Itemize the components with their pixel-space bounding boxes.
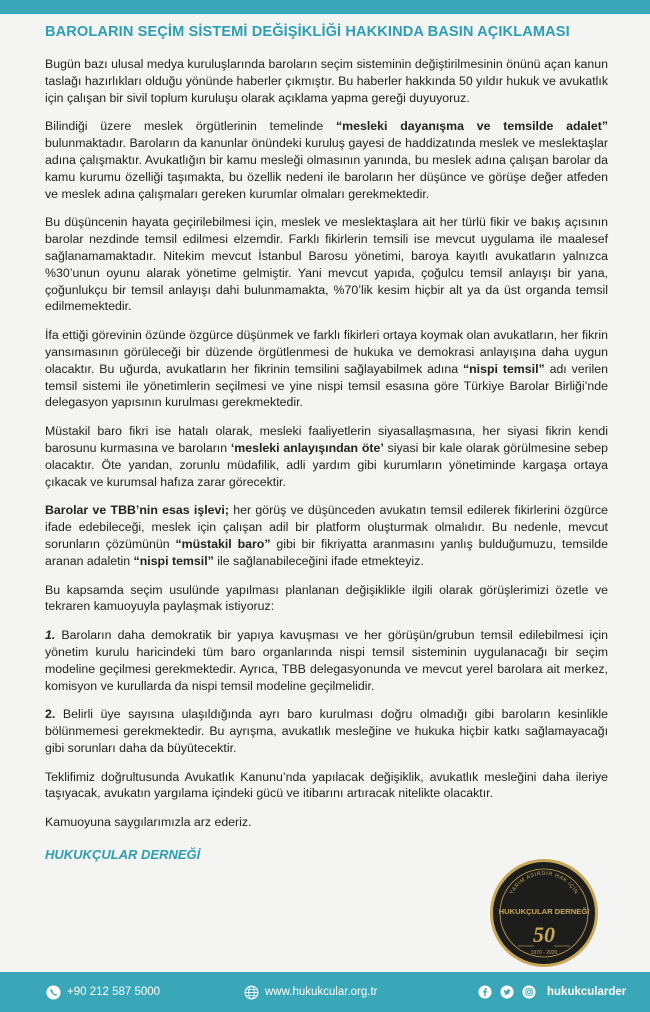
paragraph-text: Bu düşüncenin hayata geçirilebilmesi için, meslek ve meslektaşlara ait her türlü fikir ve bakış açısının barolar nezdinde temsil edilmesi elzemdir. Farklı fikirlerin temsili ise mevcut uygulama ile maalesef sağlanamamaktadır. Nitekim mevcut İstanbul Barosu yönetimi, baroya kayıtlı avukatların yalnızca %30’unun oyunu alarak yönetime gelmiştir. Yani mevcut yapıda, çoğulcu temsil anlayışı bir yana, çoğunlukçu bir temsil anlayışı dahi bulunmamakta, %70’lik kesim hiçbir alt ya da üst organda temsil edilmemektedir. bbox=[45, 215, 608, 314]
paragraph-text: adı verilen temsil sistemi ile yönetimlerin seçilmesi ve yine nispi temsil esasına göre Türkiye Barolar Birliği’nde delegasyon yapısının kurulması gerekmektedir. bbox=[45, 361, 608, 410]
closing-line: Kamuoyuna saygılarımızla arz ederiz. bbox=[45, 815, 252, 830]
paragraph bbox=[45, 423, 608, 490]
footer-website[interactable] bbox=[244, 972, 378, 1012]
paragraph bbox=[45, 502, 608, 569]
paragraph-text: Teklifimiz doğrultusunda Avukatlık Kanunu’nda yapılacak değişiklik, avukatlık mesleğini daha ileriye taşıyacak, avukatın yargılama içindeki gücü ve itibarını artıracak nitelikte olacaktır. bbox=[45, 769, 608, 801]
signature: HUKUKÇULAR DERNEĞİ bbox=[45, 847, 201, 863]
emphasis-text: 2. bbox=[45, 707, 56, 722]
paragraph-text: siyasi bir kale olarak görülmesine sebep olacaktır. Öte yandan, zorunlu müdafilik, adli yardım gibi kurumların yönetiminde kargaşa ortaya çıkacak ve kurumsal hafıza zarar görecektir. bbox=[45, 440, 608, 489]
paragraph bbox=[45, 56, 608, 106]
paragraph bbox=[45, 327, 608, 411]
website-url: www.hukukcular.org.tr bbox=[265, 986, 378, 998]
emphasis-text: “mesleki dayanışma ve temsilde adalet” bbox=[335, 119, 608, 134]
top-accent-bar bbox=[0, 0, 650, 14]
emphasis-text: “nispi temsil” bbox=[133, 553, 214, 568]
paragraph-text: İfa ettiği görevinin özünde özgürce düşünmek ve farklı fikirleri ortaya koymak olan avukatların, her fikrin yansımasının görüleceği bir düzende örgütlenmesi de hukuka ve demokrasi anlayışına daha uygun olacaktır. Bu uğurda, avukatların her fikrinin temsilini sağlayabilmek adına bbox=[45, 328, 608, 376]
footer-social[interactable] bbox=[478, 972, 626, 1012]
emphasis-text: 1. bbox=[45, 628, 56, 643]
phone-number: +90 212 587 5000 bbox=[67, 986, 161, 998]
paragraph bbox=[45, 582, 608, 616]
page-title: BAROLARIN SEÇİM SİSTEMİ DEĞİŞİKLİĞİ HAKKINDA BASIN AÇIKLAMASI bbox=[45, 24, 570, 40]
press-release bbox=[45, 22, 608, 862]
paragraph-text: her görüş ve düşünceden avukatın temsil edilerek fikirlerini özgürce ifade edebileceği, meslek için çalışan adil bir platform oluşturmak olmalıdır. Bu nedenle, mevcut sorunların çözümünün bbox=[45, 503, 608, 551]
social-icon-group bbox=[478, 985, 542, 999]
paragraph bbox=[45, 627, 608, 694]
paragraph-text: Belirli üye sayısına ulaşıldığında ayrı baro kurulması doğru olmadığı gibi baroların kesinlikle bölünmemesi gerekmektedir. Bu ayrışma, avukatlık mesleğine ve hukuka hiçbir katkı sağlamayacağı gibi sorunları daha da büyütecektir. bbox=[45, 707, 608, 755]
association-seal bbox=[489, 858, 599, 968]
paragraph-text: Bilindiği üzere meslek örgütlerinin temelinde bbox=[45, 119, 336, 134]
seal-top-text: YARIM ASIRDIR HAK İÇİN bbox=[509, 870, 579, 896]
paragraph-text: Müstakil baro fikri ise hatalı olarak, mesleki faaliyetlerin siyasallaşmasına, her siyasi fikrin kendi barosunu kurmasına ve baroların bbox=[45, 424, 608, 455]
paragraph bbox=[45, 769, 608, 803]
twitter-icon[interactable] bbox=[500, 985, 520, 999]
phone-icon bbox=[46, 985, 61, 1000]
paragraph bbox=[45, 118, 608, 202]
paragraph-text: ile sağlanabileceğini ifade etmekteyiz. bbox=[213, 553, 424, 568]
social-handle: hukukcularder bbox=[547, 986, 627, 998]
paragraph-text: Bu kapsamda seçim usulünde yapılması planlanan değişiklikle ilgili olarak görüşlerimizi özetle ve tekraren kamuoyuyla paylaşmak istiyoruz: bbox=[45, 582, 608, 614]
paragraph-text: Bugün bazı ulusal medya kuruluşlarında baroların seçim sisteminin değiştirilmesinin önünü açan kanun taslağı hazırlıkları olduğu yönünde haberler çıkmıştır. Bu haberler hakkında 50 yıldır hukuk ve avukatlık için çalışan bir sivil toplum kuruluşu olarak açıklama yapma gereği duyuyoruz. bbox=[45, 57, 608, 105]
emphasis-text: “nispi temsil” bbox=[462, 361, 545, 376]
paragraph-text: Baroların daha demokratik bir yapıya kavuşması ve her görüşün/grubun temsil edilebilmesi için yönetim kurulu haricindeki tüm baro organlarında nispi temsil sisteminin uygulanacağı bir seçim modeline geçilmesi gerekmektedir. Ayrıca, TBB delegasyonunda ve mevcut yerel barolara ait merkez, komisyon ve kurullarda da nispi temsil modeline geçilmelidir. bbox=[45, 628, 608, 693]
emphasis-text: “müstakil baro” bbox=[175, 536, 271, 551]
paragraph bbox=[45, 214, 608, 315]
instagram-icon[interactable] bbox=[522, 985, 542, 999]
seal-number: 50 bbox=[533, 922, 555, 947]
emphasis-text: Barolar ve TBB’nin esas işlevi; bbox=[45, 503, 229, 518]
seal-years: 1970 - 2020 bbox=[530, 950, 558, 956]
release-body bbox=[45, 56, 608, 802]
globe-icon bbox=[244, 985, 259, 1000]
seal-name: HUKUKÇULAR DERNEĞİ bbox=[498, 907, 590, 916]
paragraph bbox=[45, 706, 608, 756]
paragraph-text: bulunmaktadır. Baroların da kanunlar önündeki kuruluş gayesi de haddizatında meslek ve meslektaşlar adına çalışmaktır. Avukatlığın bir kamu mesleği olmasının yanında, bu meslek adına çalışan barolar da kamu kurumu özelliği taşımakta, bu özellik nedeni ile baroların her düşünce ve görüşe değer atfeden ve meslek adına çalışmaları gereken kurumlar olmaları gerekmektedir. bbox=[45, 136, 608, 201]
paragraph-text: gibi bir fikriyatta aranmasını yanlış bulduğumuzu, temsilde aranan adaletin bbox=[45, 536, 608, 568]
footer-bar bbox=[0, 972, 650, 1012]
footer-phone[interactable] bbox=[46, 972, 160, 1012]
facebook-icon[interactable] bbox=[478, 985, 498, 999]
emphasis-text: ‘mesleki anlayışından öte’ bbox=[230, 440, 384, 455]
